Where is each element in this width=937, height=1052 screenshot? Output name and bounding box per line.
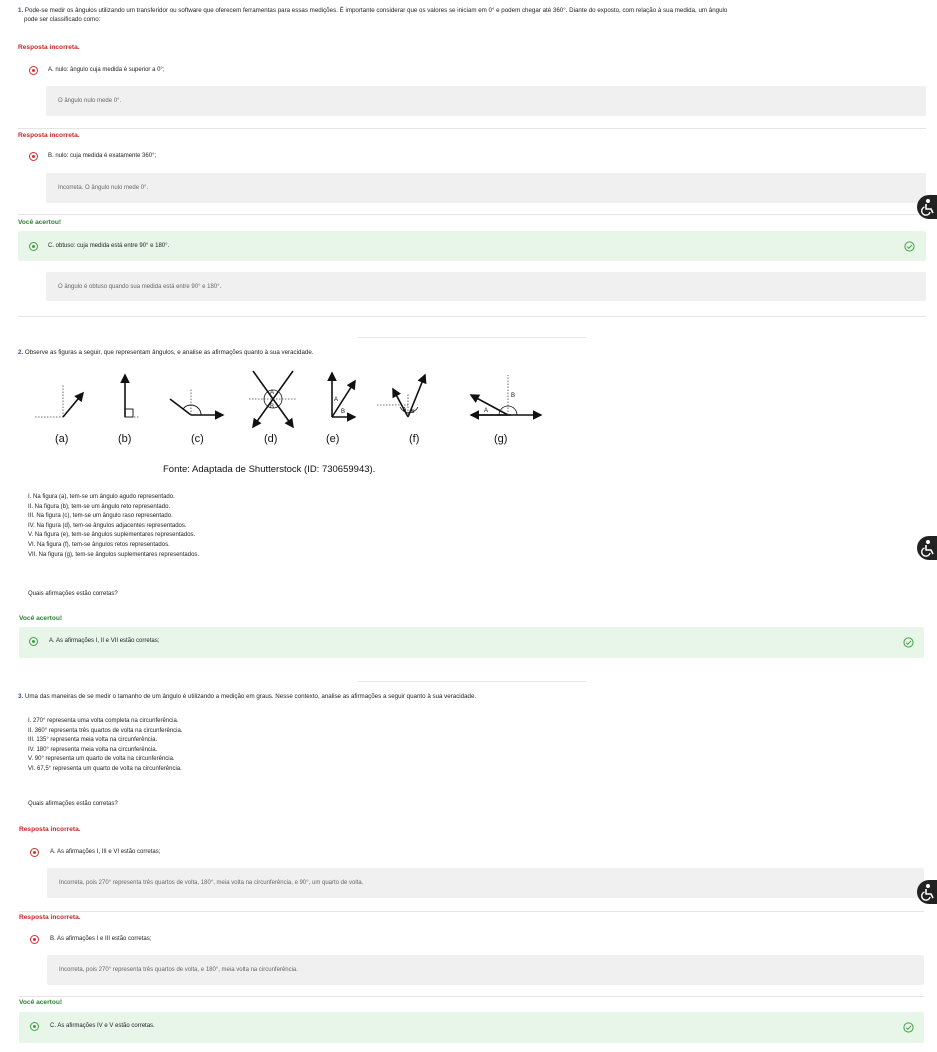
question-1-text: [18, 6, 930, 24]
svg-text:B: B: [341, 409, 346, 415]
option-label: A. As afirmações I, II e VII estão corretas;: [49, 638, 160, 644]
divider: [19, 996, 924, 997]
section-separator: [358, 337, 586, 338]
figure-d: [249, 371, 297, 427]
statement: I. 270° representa uma volta completa na circunferência.: [28, 718, 179, 724]
accessibility-icon: [917, 195, 937, 219]
figure-source: Fonte: Adaptada de Shutterstock (ID: 730659943).: [163, 464, 376, 475]
check-circle-icon: [904, 241, 915, 252]
accessibility-button[interactable]: [917, 195, 937, 219]
option-label: C. As afirmações IV e V estão corretas.: [50, 1023, 155, 1029]
figure-label-d: (d): [264, 433, 278, 445]
question-prompt: Quais afirmações estão corretas?: [28, 801, 118, 807]
accessibility-button[interactable]: [917, 536, 937, 560]
answer-status: Você acertou!: [19, 615, 63, 622]
divider: [18, 128, 926, 129]
feedback-box: [47, 868, 924, 898]
question-2-text: [18, 348, 918, 357]
radio-selected-correct[interactable]: [29, 242, 38, 251]
statement: V. Na figura (e), tem-se ângulos suplementares representados.: [28, 532, 196, 539]
statement: VI. Na figura (f), tem-se ângulos retos representados.: [28, 541, 170, 548]
figure-label-e: (e): [326, 433, 340, 445]
figure-label-g: (g): [494, 433, 508, 445]
question-text: Uma das maneiras de se medir o tamanho de um ângulo é utilizando a medição em graus. Nesse contexto, analise as afirmações a seguir quanto à sua veracidade.: [24, 693, 477, 700]
option-label: C. obtuso: cuja medida está entre 90° e 180°.: [48, 243, 170, 249]
answer-status: Resposta incorreta.: [18, 44, 80, 51]
option-label: A. As afirmações I, III e VI estão corretas;: [50, 849, 161, 855]
divider: [18, 214, 926, 215]
statement: VI. 67,5° representa um quarto de volta na circunferência.: [28, 765, 182, 772]
statement: II. 360° representa três quartos de volta na circunferência.: [28, 727, 183, 734]
statement: III. 135° representa meia volta na circunferência.: [28, 737, 158, 744]
statement: IV. Na figura (d), tem-se ângulos adjacentes representados.: [28, 522, 187, 529]
divider: [19, 911, 924, 912]
accessibility-icon: [917, 880, 937, 904]
radio-selected-correct[interactable]: [29, 637, 38, 646]
question-text: Observe as figuras a seguir, que representam ângulos, e analise as afirmações quanto à sua veracidade.: [24, 349, 314, 356]
figure-b: [125, 375, 139, 417]
feedback-box: [47, 955, 924, 985]
statements-list: [28, 493, 199, 560]
figure-a: [35, 385, 83, 417]
feedback-text: Incorreta, pois 270° representa três quartos de volta, 180°, meia volta na circunferência, e 90°, um quarto de volta.: [59, 880, 364, 886]
question-prompt: Quais afirmações estão corretas?: [28, 591, 118, 597]
svg-text:B: B: [270, 404, 275, 410]
figure-label-c: (c): [191, 433, 204, 445]
feedback-box: [46, 173, 926, 203]
figure-label-f: (f): [409, 433, 420, 445]
svg-text:A: A: [403, 407, 407, 413]
figure-c: [170, 389, 223, 415]
feedback-text: O ângulo nulo mede 0°.: [58, 98, 122, 104]
answer-status: Resposta incorreta.: [19, 826, 81, 833]
radio-selected-correct[interactable]: [30, 1022, 39, 1031]
question-3-text: [18, 692, 918, 701]
answer-status: Resposta incorreta.: [18, 132, 80, 139]
radio-selected-incorrect[interactable]: [30, 935, 39, 944]
check-circle-icon: [903, 1022, 914, 1033]
question-number: 3.: [18, 693, 24, 700]
angles-figure: [25, 365, 555, 455]
radio-selected-incorrect[interactable]: [30, 848, 39, 857]
radio-selected-incorrect[interactable]: [29, 66, 38, 75]
statement: VII. Na figura (g), tem-se ângulos suplementares representados.: [28, 551, 200, 558]
option-label: A. nulo: ângulo cuja medida é superior a 0°;: [48, 67, 165, 73]
question-number: 1.: [18, 7, 24, 14]
question-text-line2: pode ser classificado como:: [24, 16, 101, 23]
answer-status: Você acertou!: [18, 219, 62, 226]
option-label: B. As afirmações I e III estão corretas;: [50, 936, 152, 942]
feedback-text: Incorreta. O ângulo nulo mede 0°.: [58, 185, 149, 191]
statement: III. Na figura (c), tem-se um ângulo raso representado.: [28, 513, 173, 520]
radio-selected-incorrect[interactable]: [29, 152, 38, 161]
feedback-box: [46, 86, 926, 116]
accessibility-button[interactable]: [917, 880, 937, 904]
feedback-text: Incorreta, pois 270° representa três quartos de volta, e 180°, meia volta na circunferência.: [59, 967, 298, 973]
statements-list: [28, 717, 183, 775]
svg-text:A: A: [484, 408, 489, 414]
divider: [18, 316, 926, 317]
section-separator: [358, 681, 586, 682]
figure-f: [377, 375, 425, 417]
statement: V. 90° representa um quarto de volta na circunferência.: [28, 756, 175, 763]
svg-text:B: B: [411, 409, 415, 415]
statement: IV. 180° representa meia volta na circunferência.: [28, 746, 158, 753]
question-number: 2.: [18, 349, 24, 356]
figure-g: [471, 375, 541, 415]
figure-label-b: (b): [118, 433, 132, 445]
statement: I. Na figura (a), tem-se um ângulo agudo representado.: [28, 494, 175, 500]
feedback-text: O ângulo é obtuso quando sua medida está entre 90° e 180°.: [58, 283, 222, 290]
accessibility-icon: [917, 536, 937, 560]
svg-text:A: A: [334, 397, 339, 403]
option-label: B. nulo: cuja medida é exatamente 360°;: [48, 153, 157, 159]
figure-label-a: (a): [55, 433, 69, 445]
svg-text:A: A: [270, 390, 275, 396]
figure-e: [332, 373, 355, 417]
statement: II. Na figura (b), tem-se um ângulo reto representado.: [28, 503, 171, 510]
svg-text:B: B: [511, 393, 516, 399]
answer-status: Você acertou!: [19, 999, 63, 1006]
answer-status: Resposta incorreta.: [19, 914, 81, 921]
question-text-line1: Pode-se medir os ângulos utilizando um transferidor ou software que oferecem ferramentas para essas medições. É importante considerar que os valores se iniciam em 0° e podem chegar até 360°. Diante do exposto, com relação à sua medida, um ângulo: [24, 7, 728, 14]
check-circle-icon: [903, 637, 914, 648]
feedback-box: [46, 272, 926, 301]
